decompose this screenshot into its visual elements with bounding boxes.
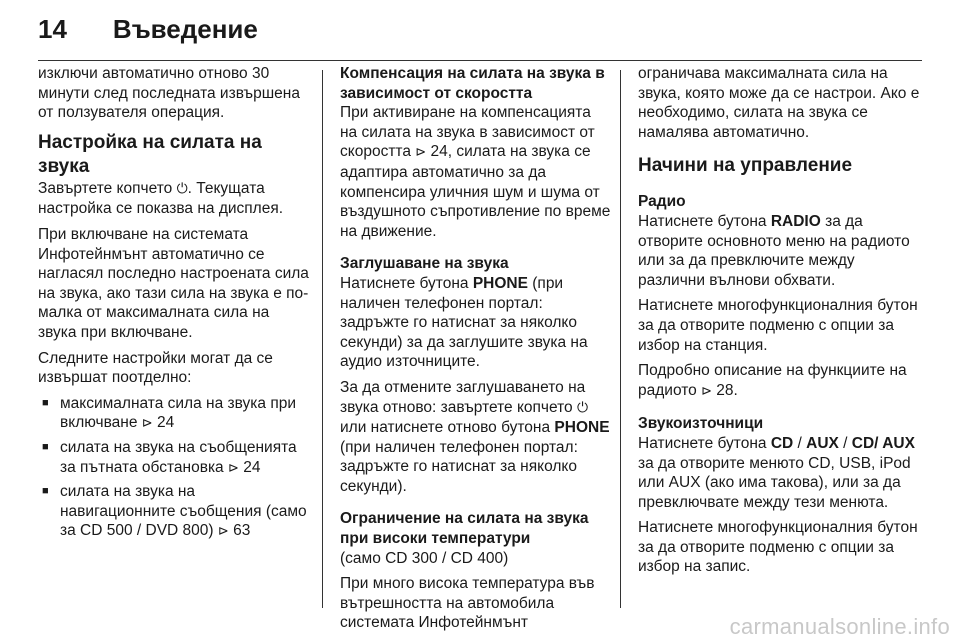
paragraph: изключи автоматично отново 30 минути след последната извършена от ползувателя операция.: [38, 65, 300, 122]
page-ref-icon: ⊳: [701, 383, 712, 399]
separator: /: [793, 434, 807, 452]
list-item: [38, 394, 310, 434]
cd-aux-key-label: CD/ AUX: [851, 434, 915, 452]
section-heading-controls: Начини на управление: [638, 155, 853, 177]
page-ref-icon: ⊳: [141, 416, 153, 432]
subsection-heading-radio: Радио: [638, 193, 686, 211]
text: или натиснете отново бутона: [340, 419, 555, 437]
paragraph: [638, 434, 920, 512]
paragraph: [340, 103, 612, 241]
list-item: [38, 438, 310, 478]
text: силата на звука на навигационните съобщения (само за CD 500 / DVD 800): [60, 483, 307, 540]
paragraph: [638, 361, 920, 401]
text: за да отворите основното меню на радиото или за да превключите между различни вълнови обхвати.: [638, 212, 910, 289]
list-item: [38, 482, 310, 542]
text: (при наличен телефонен портал: задръжте го натиснат за няколко секунди) за да заглушите звука на аудио източниците.: [340, 274, 588, 371]
paragraph: (само CD 300 / CD 400): [340, 549, 509, 567]
page-ref-icon: ⊳: [228, 460, 239, 476]
paragraph: Натиснете многофункционалния бутон за да отворите подменю с опции за избор на станция.: [638, 297, 918, 354]
separator: /: [838, 434, 852, 452]
column-left: [38, 64, 310, 546]
phone-key-label: PHONE: [472, 274, 528, 292]
page-ref[interactable]: 28: [716, 381, 734, 399]
paragraph: При включване на системата Инфотейнмънт автоматично се нагласял последно настроената сила на звука, ако тази сила на звука е по-малка от максималната сила на звука при включване.: [38, 225, 309, 341]
text: . Текущата настройка се показва на дисплея.: [38, 179, 284, 218]
paragraph: [638, 212, 920, 290]
aux-key-label: AUX: [806, 434, 839, 452]
text: Завъртете копчето: [38, 179, 177, 197]
header-divider: [38, 60, 922, 61]
page-ref[interactable]: 24: [243, 458, 261, 476]
settings-list: [38, 394, 310, 542]
column-right: [638, 64, 920, 583]
text: Натиснете бутона: [340, 274, 473, 292]
page-ref[interactable]: 24: [156, 414, 175, 432]
column-divider: [322, 70, 323, 608]
text: .: [733, 381, 738, 399]
section-heading-mute: Заглушаване на звука: [340, 255, 509, 273]
section-heading-speed-compensation: Компенсация на силата на звука в зависимост от скоростта: [340, 65, 605, 102]
section-heading-volume: Настройка на силата на звука: [38, 131, 262, 177]
chapter-title: Въведение: [112, 14, 258, 44]
phone-key-label: PHONE: [554, 419, 610, 437]
page-ref-icon: ⊳: [415, 145, 427, 161]
text: максималната сила на звука при включване: [60, 394, 296, 432]
text: за да отворите менюто CD, USB, iPod или AUX (ако има такова), или за да превключвате между тези менюта.: [638, 454, 911, 511]
knob-icon: ⏻: [576, 399, 589, 416]
subsection-heading-sources: Звукоизточници: [638, 415, 764, 433]
paragraph: Натиснете многофункционалния бутон за да отворите подменю с опции за избор на запис.: [638, 519, 918, 576]
text: Подробно описание на функциите на радиото: [638, 362, 907, 399]
page-ref[interactable]: 63: [233, 522, 251, 540]
paragraph: При много висока температура във вътрешността на автомобила системата Инфотейнмънт: [340, 575, 595, 632]
page-ref-icon: ⊳: [217, 524, 229, 540]
knob-icon: ⏻: [176, 180, 188, 197]
section-heading-temperature-limit: Ограничение на силата на звука при високи температури: [340, 510, 589, 548]
page-ref[interactable]: 24: [430, 143, 448, 161]
text: Натиснете бутона: [638, 212, 771, 230]
cd-key-label: CD: [770, 434, 794, 452]
text: За да отмените заглушаването на звука отново: завъртете копчето: [340, 378, 586, 416]
text: (при наличен телефонен портал: задръжте го натиснат за няколко секунди).: [340, 438, 578, 495]
column-middle: [340, 64, 612, 639]
text: , силата на звука се адаптира автоматично за да компенсира уличния шум и шума от въздушното съпротивление по време на движение.: [340, 143, 611, 240]
text: Натиснете бутона: [638, 434, 771, 452]
text: При активиране на компенсацията на силата на звука в зависимост от скоростта: [340, 104, 595, 161]
watermark: carmanualsonline.info: [729, 614, 950, 639]
paragraph: [38, 179, 310, 219]
page-number: 14: [38, 14, 67, 44]
paragraph: [340, 378, 612, 497]
text: силата на звука на съобщенията за пътната обстановка: [60, 438, 297, 476]
radio-key-label: RADIO: [770, 212, 821, 230]
paragraph: [340, 274, 612, 372]
paragraph: Следните настройки могат да се извършат поотделно:: [38, 349, 273, 387]
column-divider: [620, 70, 621, 608]
paragraph: ограничава максималната сила на звука, която може да се настрои. Ако е необходимо, силата на звука се намалява автоматично.: [638, 65, 920, 141]
page-header: [38, 14, 258, 50]
